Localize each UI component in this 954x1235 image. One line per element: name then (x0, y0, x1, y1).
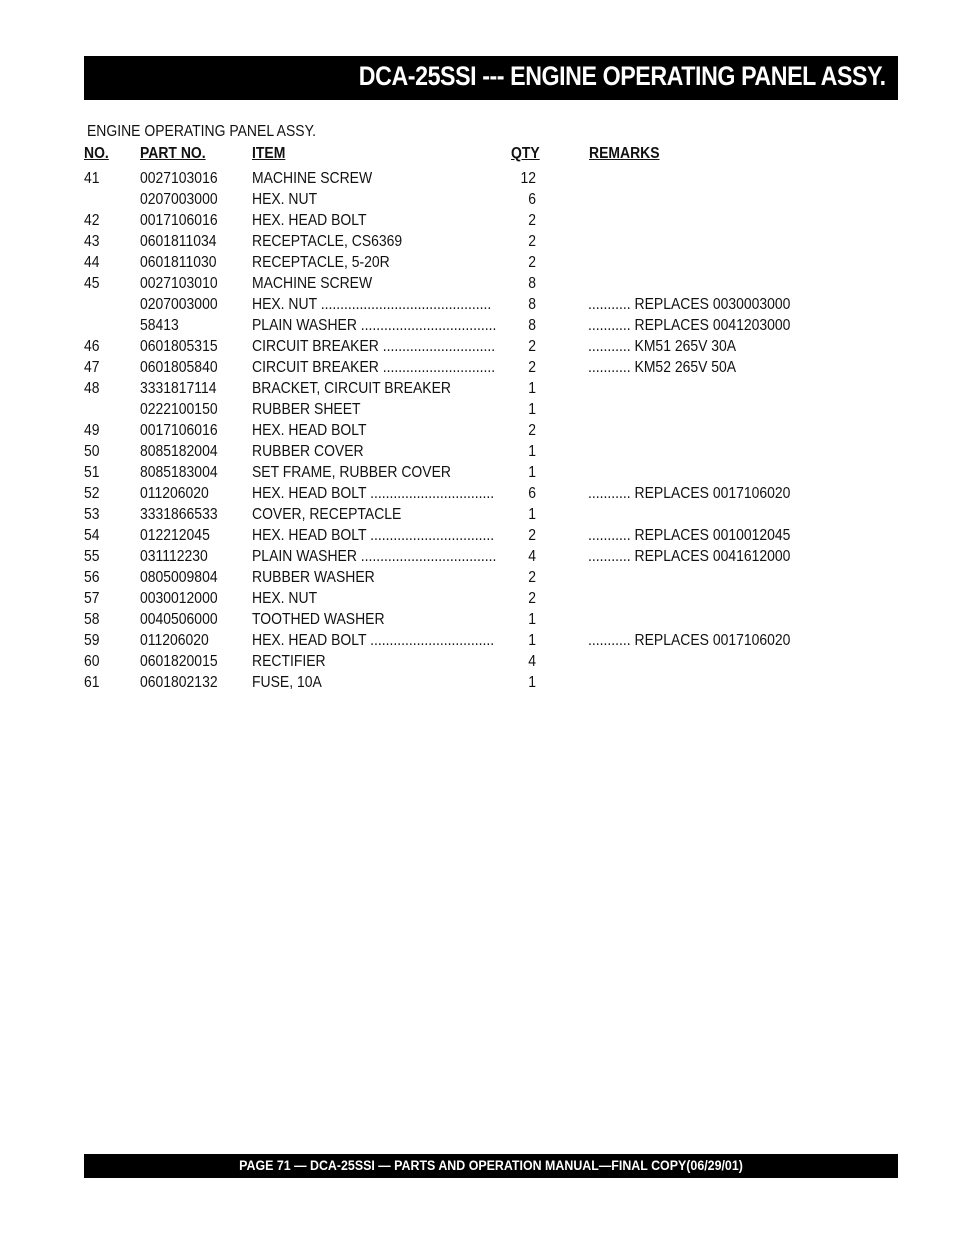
item-description: COVER, RECEPTACLE (252, 506, 402, 523)
item-description: RECTIFIER (252, 653, 326, 670)
table-row (0, 632, 954, 653)
part-number-index: 48 (84, 380, 100, 397)
quantity: 1 (528, 380, 536, 397)
quantity: 1 (528, 632, 536, 649)
quantity: 1 (528, 464, 536, 481)
part-number-index: 42 (84, 212, 100, 229)
item-description: RUBBER WASHER (252, 569, 375, 586)
item-description: BRACKET, CIRCUIT BREAKER (252, 380, 451, 397)
part-number: 0040506000 (140, 611, 218, 628)
part-number-index: 59 (84, 632, 100, 649)
item-description: CIRCUIT BREAKER ............................. (252, 359, 496, 376)
item-description: CIRCUIT BREAKER ............................. (252, 338, 496, 355)
quantity: 1 (528, 611, 536, 628)
table-row (0, 611, 954, 632)
page-title-bar (84, 56, 898, 100)
quantity: 2 (528, 590, 536, 607)
part-number: 0222100150 (140, 401, 218, 418)
item-description: HEX. HEAD BOLT ................................ (252, 527, 495, 544)
remarks: ........... REPLACES 0041612000 (588, 548, 791, 565)
part-number: 0601805315 (140, 338, 218, 355)
item-description: RECEPTACLE, 5-20R (252, 254, 390, 271)
part-number: 011206020 (140, 485, 209, 502)
part-number: 0030012000 (140, 590, 218, 607)
remarks: ........... REPLACES 0041203000 (588, 317, 791, 334)
part-number: 0027103016 (140, 170, 218, 187)
part-number: 8085182004 (140, 443, 218, 460)
part-number: 0601805840 (140, 359, 218, 376)
quantity: 8 (528, 275, 536, 292)
part-number-index: 58 (84, 611, 100, 628)
quantity: 2 (528, 527, 536, 544)
part-number: 8085183004 (140, 464, 218, 481)
column-header-no: NO. (84, 145, 109, 162)
item-description: HEX. HEAD BOLT (252, 212, 367, 229)
part-number: 3331817114 (140, 380, 217, 397)
item-description: HEX. NUT (252, 191, 318, 208)
table-row (0, 296, 954, 317)
table-row (0, 233, 954, 254)
table-row (0, 485, 954, 506)
section-title: ENGINE OPERATING PANEL ASSY. (87, 123, 316, 140)
page-footer (84, 1154, 898, 1178)
part-number: 0805009804 (140, 569, 218, 586)
quantity: 6 (528, 191, 536, 208)
quantity: 2 (528, 338, 536, 355)
parts-table (0, 170, 954, 695)
table-row (0, 548, 954, 569)
table-row (0, 506, 954, 527)
quantity: 4 (528, 653, 536, 670)
part-number-index: 45 (84, 275, 100, 292)
part-number: 0207003000 (140, 191, 218, 208)
quantity: 2 (528, 422, 536, 439)
quantity: 2 (528, 359, 536, 376)
part-number: 0207003000 (140, 296, 218, 313)
table-row (0, 422, 954, 443)
table-row (0, 212, 954, 233)
part-number-index: 57 (84, 590, 100, 607)
part-number-index: 52 (84, 485, 100, 502)
part-number-index: 55 (84, 548, 100, 565)
item-description: PLAIN WASHER ................................... (252, 317, 497, 334)
quantity: 2 (528, 233, 536, 250)
remarks: ........... KM52 265V 50A (588, 359, 737, 376)
quantity: 2 (528, 569, 536, 586)
item-description: SET FRAME, RUBBER COVER (252, 464, 451, 481)
table-row (0, 569, 954, 590)
quantity: 8 (528, 296, 536, 313)
part-number-index: 54 (84, 527, 100, 544)
quantity: 12 (520, 170, 536, 187)
part-number-index: 41 (84, 170, 100, 187)
part-number-index: 56 (84, 569, 100, 586)
quantity: 4 (528, 548, 536, 565)
item-description: MACHINE SCREW (252, 275, 373, 292)
part-number-index: 46 (84, 338, 100, 355)
item-description: RUBBER SHEET (252, 401, 361, 418)
item-description: HEX. HEAD BOLT (252, 422, 367, 439)
quantity: 1 (528, 674, 536, 691)
table-row (0, 674, 954, 695)
item-description: HEX. NUT ............................................ (252, 296, 492, 313)
table-row (0, 464, 954, 485)
table-row (0, 443, 954, 464)
remarks: ........... REPLACES 0017106020 (588, 632, 791, 649)
item-description: MACHINE SCREW (252, 170, 373, 187)
item-description: RUBBER COVER (252, 443, 364, 460)
table-row (0, 359, 954, 380)
column-header-part-no: PART NO. (140, 145, 206, 162)
remarks: ........... REPLACES 0030003000 (588, 296, 791, 313)
table-row (0, 275, 954, 296)
quantity: 2 (528, 254, 536, 271)
item-description: HEX. HEAD BOLT ................................ (252, 632, 495, 649)
table-row (0, 527, 954, 548)
page-title: DCA-25SSI --- ENGINE OPERATING PANEL ASSY. (359, 61, 886, 91)
table-row (0, 338, 954, 359)
table-row (0, 317, 954, 338)
quantity: 1 (528, 443, 536, 460)
remarks: ........... REPLACES 0010012045 (588, 527, 791, 544)
quantity: 6 (528, 485, 536, 502)
table-row (0, 380, 954, 401)
part-number: 3331866533 (140, 506, 218, 523)
part-number-index: 61 (84, 674, 100, 691)
table-row (0, 590, 954, 611)
part-number: 0017106016 (140, 212, 218, 229)
part-number-index: 50 (84, 443, 100, 460)
part-number: 0027103010 (140, 275, 218, 292)
part-number: 0601802132 (140, 674, 218, 691)
part-number: 0601811030 (140, 254, 217, 271)
quantity: 1 (528, 506, 536, 523)
part-number: 011206020 (140, 632, 209, 649)
table-row (0, 401, 954, 422)
item-description: HEX. HEAD BOLT ................................ (252, 485, 495, 502)
table-row (0, 254, 954, 275)
item-description: FUSE, 10A (252, 674, 322, 691)
part-number-index: 44 (84, 254, 100, 271)
part-number-index: 49 (84, 422, 100, 439)
part-number-index: 53 (84, 506, 100, 523)
column-header-remarks: REMARKS (589, 145, 660, 162)
quantity: 2 (528, 212, 536, 229)
part-number: 58413 (140, 317, 179, 334)
remarks: ........... REPLACES 0017106020 (588, 485, 791, 502)
quantity: 8 (528, 317, 536, 334)
part-number-index: 47 (84, 359, 100, 376)
remarks: ........... KM51 265V 30A (588, 338, 737, 355)
column-header-qty: QTY (511, 145, 540, 162)
item-description: TOOTHED WASHER (252, 611, 385, 628)
part-number-index: 43 (84, 233, 100, 250)
part-number-index: 51 (84, 464, 100, 481)
item-description: RECEPTACLE, CS6369 (252, 233, 403, 250)
part-number: 012212045 (140, 527, 210, 544)
part-number-index: 60 (84, 653, 100, 670)
item-description: PLAIN WASHER ................................... (252, 548, 497, 565)
column-header-item: ITEM (252, 145, 286, 162)
part-number: 0017106016 (140, 422, 218, 439)
part-number: 031112230 (140, 548, 208, 565)
part-number: 0601811034 (140, 233, 217, 250)
table-row (0, 653, 954, 674)
footer-text: PAGE 71 — DCA-25SSI — PARTS AND OPERATION MANUAL—FINAL COPY(06/29/01) (239, 1158, 743, 1173)
table-row (0, 170, 954, 191)
quantity: 1 (528, 401, 536, 418)
part-number: 0601820015 (140, 653, 218, 670)
item-description: HEX. NUT (252, 590, 318, 607)
table-row (0, 191, 954, 212)
